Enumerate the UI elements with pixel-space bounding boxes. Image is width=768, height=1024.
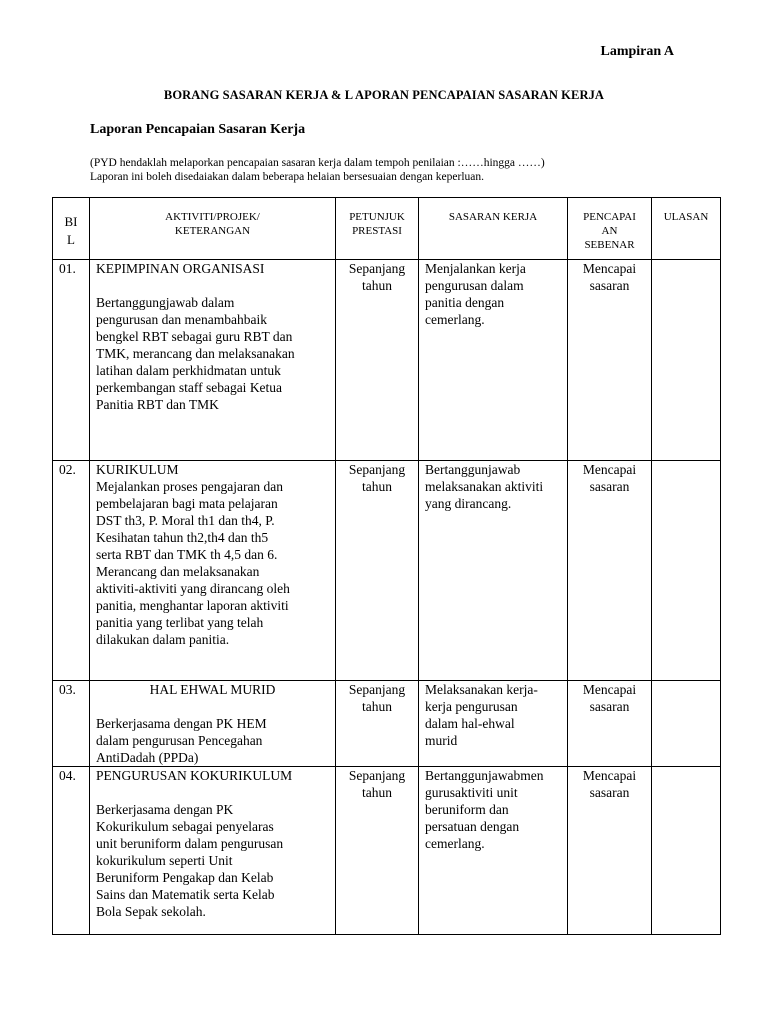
activity-line: DST th3, P. Moral th1 dan th4, P.: [96, 513, 275, 528]
note-line-2: Laporan ini boleh disedaiakan dalam beberapa helaian bersesuaian dengan keperluan.: [90, 171, 485, 183]
sasaran-line: kerja pengurusan: [425, 699, 518, 714]
petunjuk-line: tahun: [362, 785, 392, 800]
header-aktiviti-line1: AKTIVITI/PROJEK/: [165, 211, 260, 223]
activity-line: TMK, merancang dan melaksanakan: [96, 346, 295, 361]
activity-line: Mejalankan proses pengajaran dan: [96, 479, 284, 494]
row-bil: 01.: [53, 260, 90, 461]
row-ulasan: [652, 461, 721, 681]
header-ulasan: [652, 198, 721, 260]
row-bil: 03.: [53, 681, 90, 767]
activity-line: latihan dalam perkhidmatan untuk: [96, 363, 281, 378]
sasaran-line: persatuan dengan: [425, 819, 520, 834]
table-row: [53, 260, 721, 461]
pencapaian-line: Mencapai: [582, 261, 637, 276]
pencapaian-line: Mencapai: [582, 682, 637, 697]
activity-line: dilakukan dalam panitia.: [96, 632, 230, 647]
activity-line: panitia, menghantar laporan aktiviti: [96, 598, 289, 613]
row-bil: 04.: [53, 767, 90, 935]
header-petunjuk-line2: PRESTASI: [352, 225, 402, 237]
row-pencapaian: [568, 681, 652, 767]
activity-line: perkembangan staff sebagai Ketua: [96, 380, 283, 395]
activity-line: pembelajaran bagi mata pelajaran: [96, 496, 278, 511]
activity-line: unit beruniform dalam pengurusan: [96, 836, 284, 851]
row-pencapaian: [568, 461, 652, 681]
sasaran-line: beruniform dan: [425, 802, 509, 817]
section-subtitle: Laporan Pencapaian Sasaran Kerja: [90, 122, 306, 137]
sasaran-line: gurusaktiviti unit: [425, 785, 518, 800]
row-pencapaian: [568, 767, 652, 935]
activity-line: panitia yang terlibat yang telah: [96, 615, 264, 630]
row-pencapaian: [568, 260, 652, 461]
sasaran-line: panitia dengan: [425, 295, 505, 310]
header-pencapaian-line3: SEBENAR: [584, 239, 635, 251]
activity-title: PENGURUSAN KOKURIKULUM: [96, 768, 293, 783]
activity-line: Merancang dan melaksanakan: [96, 564, 260, 579]
row-sasaran: [419, 461, 568, 681]
petunjuk-line: tahun: [362, 278, 392, 293]
sasaran-line: Menjalankan kerja: [425, 261, 526, 276]
row-activity: [90, 461, 336, 681]
row-activity: [90, 767, 336, 935]
petunjuk-line: tahun: [362, 479, 392, 494]
table-row: [53, 681, 721, 767]
pencapaian-line: sasaran: [589, 699, 630, 714]
activity-line: AntiDadah (PPDa): [96, 750, 199, 765]
table-row: [53, 461, 721, 681]
pencapaian-line: sasaran: [589, 785, 630, 800]
header-row: [53, 198, 721, 260]
pencapaian-line: Mencapai: [582, 768, 637, 783]
row-ulasan: [652, 260, 721, 461]
activity-line: Kesihatan tahun th2,th4 dan th5: [96, 530, 269, 545]
sasaran-line: melaksanakan aktiviti: [425, 479, 544, 494]
form-title: BORANG SASARAN KERJA & L APORAN PENCAPAIAN SASARAN KERJA: [163, 88, 605, 102]
header-petunjuk: [336, 198, 419, 260]
row-sasaran: [419, 260, 568, 461]
activity-line: serta RBT dan TMK th 4,5 dan 6.: [96, 547, 278, 562]
header-ulasan-text: ULASAN: [663, 211, 709, 223]
activity-title: KEPIMPINAN ORGANISASI: [96, 261, 265, 276]
activity-title: HAL EHWAL MURID: [149, 682, 276, 697]
header-pencapaian: [568, 198, 652, 260]
petunjuk-line: Sepanjang: [348, 682, 406, 697]
note-line-1: (PYD hendaklah melaporkan pencapaian sasaran kerja dalam tempoh penilaian :……hingga ……): [90, 157, 545, 169]
sasaran-line: cemerlang.: [425, 836, 485, 851]
header-pencapaian-line1: PENCAPAI: [583, 211, 636, 223]
lampiran-label: Lampiran A: [600, 44, 674, 59]
activity-line: aktiviti-aktiviti yang dirancang oleh: [96, 581, 290, 596]
petunjuk-line: Sepanjang: [348, 462, 406, 477]
petunjuk-line: Sepanjang: [348, 768, 406, 783]
row-activity: [90, 681, 336, 767]
work-target-table: [52, 197, 721, 935]
row-petunjuk: [336, 767, 419, 935]
sasaran-line: yang dirancang.: [425, 496, 512, 511]
activity-line: Kokurikulum sebagai penyelaras: [96, 819, 274, 834]
activity-line: Panitia RBT dan TMK: [96, 397, 219, 412]
petunjuk-line: tahun: [362, 699, 392, 714]
header-sasaran: [419, 198, 568, 260]
table-row: [53, 767, 721, 935]
sasaran-line: Bertanggunjawabmen: [425, 768, 544, 783]
row-ulasan: [652, 681, 721, 767]
instruction-note: [90, 156, 545, 184]
sasaran-line: dalam hal-ehwal: [425, 716, 515, 731]
row-petunjuk: [336, 681, 419, 767]
pencapaian-line: sasaran: [589, 479, 630, 494]
header-pencapaian-line2: AN: [601, 225, 618, 237]
activity-line: Berkerjasama dengan PK: [96, 802, 234, 817]
activity-line: Beruniform Pengakap dan Kelab: [96, 870, 274, 885]
pencapaian-line: sasaran: [589, 278, 630, 293]
header-aktiviti-line2: KETERANGAN: [174, 225, 251, 237]
sasaran-line: Melaksanakan kerja-: [425, 682, 538, 697]
header-petunjuk-line1: PETUNJUK: [349, 211, 405, 223]
activity-title: KURIKULUM: [96, 462, 179, 477]
row-ulasan: [652, 767, 721, 935]
sasaran-line: pengurusan dalam: [425, 278, 524, 293]
activity-line: dalam pengurusan Pencegahan: [96, 733, 263, 748]
activity-line: Berkerjasama dengan PK HEM: [96, 716, 267, 731]
row-sasaran: [419, 767, 568, 935]
row-petunjuk: [336, 461, 419, 681]
petunjuk-line: Sepanjang: [348, 261, 406, 276]
activity-line: Bola Sepak sekolah.: [96, 904, 206, 919]
header-sasaran-text: SASARAN KERJA: [448, 211, 538, 223]
activity-line: Bertanggungjawab dalam: [96, 295, 235, 310]
header-bil-line2: L: [67, 232, 75, 247]
row-petunjuk: [336, 260, 419, 461]
sasaran-line: murid: [425, 733, 458, 748]
sasaran-line: cemerlang.: [425, 312, 485, 327]
pencapaian-line: Mencapai: [582, 462, 637, 477]
activity-line: Sains dan Matematik serta Kelab: [96, 887, 275, 902]
header-aktiviti: [90, 198, 336, 260]
row-sasaran: [419, 681, 568, 767]
header-bil-line1: BI: [64, 214, 78, 229]
activity-line: kokurikulum seperti Unit: [96, 853, 233, 868]
activity-line: bengkel RBT sebagai guru RBT dan: [96, 329, 293, 344]
activity-line: pengurusan dan menambahbaik: [96, 312, 267, 327]
sasaran-line: Bertanggunjawab: [425, 462, 521, 477]
row-activity: [90, 260, 336, 461]
header-bil: [53, 198, 90, 260]
row-bil: 02.: [53, 461, 90, 681]
